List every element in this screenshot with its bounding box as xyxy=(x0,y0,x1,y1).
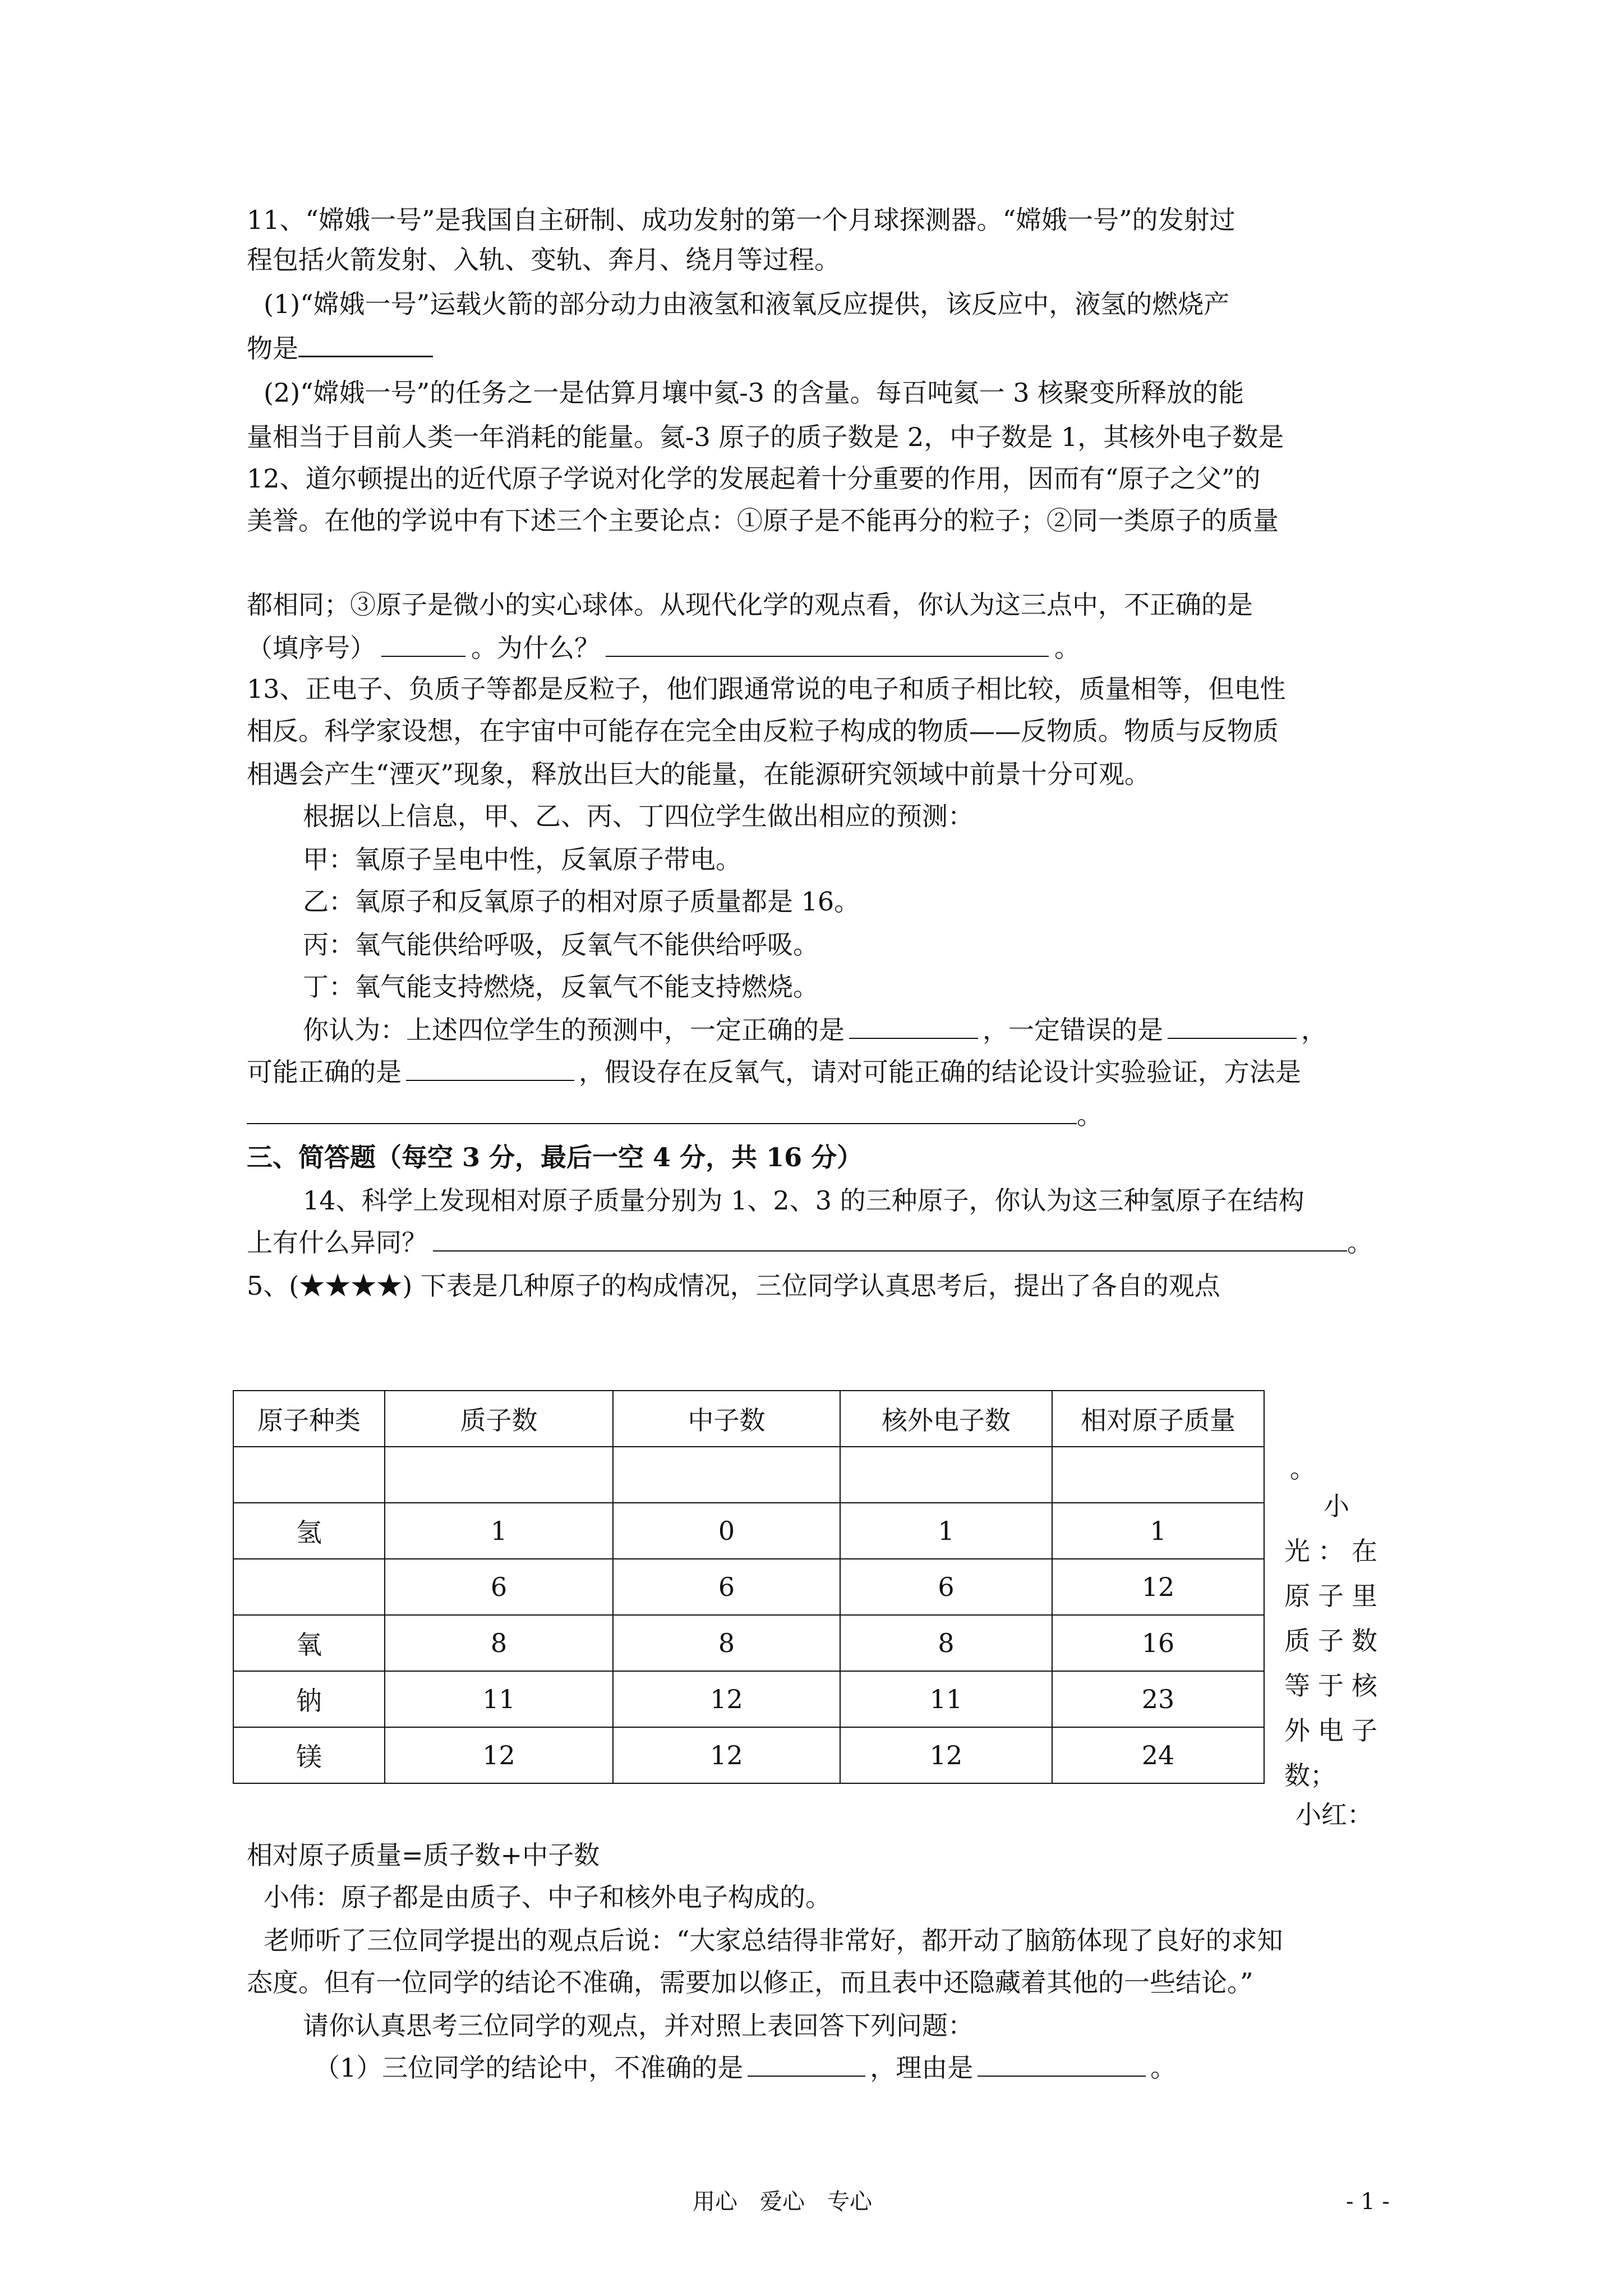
side-line-7: 数； xyxy=(1284,1760,1336,1791)
q11-part1-line-2 xyxy=(247,332,433,365)
q12-end: 。 xyxy=(1054,633,1080,663)
q14-end: 。 xyxy=(1347,1227,1373,1258)
teacher-line-2: 态度。但有一位同学的结论不准确，需要加以修正，而且表中还隐藏着其他的一些结论。” xyxy=(247,1967,1253,1998)
table-row xyxy=(233,1447,1264,1503)
q12-number-blank[interactable] xyxy=(381,633,465,657)
table-cell: 12 xyxy=(840,1727,1052,1783)
section-3-heading: 三、简答题（每空 3 分，最后一空 4 分，共 16 分） xyxy=(247,1142,863,1172)
q11-answer-blank[interactable] xyxy=(298,333,433,357)
q13-method-label: ，假设存在反氧气，请对可能正确的结论设计实验验证，方法是 xyxy=(579,1057,1301,1087)
q13-line-4: 根据以上信息，甲、乙、丙、丁四位学生做出相应的预测： xyxy=(303,801,974,831)
table-cell xyxy=(385,1447,613,1503)
table-row xyxy=(233,1615,1264,1671)
q1-reason-blank[interactable] xyxy=(978,2053,1146,2077)
q13-possible-label: 可能正确的是 xyxy=(247,1057,402,1087)
q1-reason-label: ，理由是 xyxy=(870,2053,974,2083)
q13-certain-wrong-label: ，一定错误的是 xyxy=(983,1015,1163,1045)
q13-comma: ， xyxy=(1301,1015,1327,1045)
header-neutrons: 中子数 xyxy=(613,1391,840,1447)
side-period: 。 xyxy=(1290,1453,1316,1484)
side-line-5: 等于核 xyxy=(1284,1671,1385,1701)
q13-prediction-yi: 乙：氧原子和反氧原子的相对原子质量都是 16。 xyxy=(303,886,860,917)
q13-possible-blank[interactable] xyxy=(406,1057,574,1081)
table-cell: 6 xyxy=(840,1559,1052,1615)
q11-line-1: 11、“嫦娥一号”是我国自主研制、成功发射的第一个月球探测器。“嫦娥一号”的发射过 xyxy=(247,205,1235,235)
q13-certain-right-label: 你认为：上述四位学生的预测中，一定正确的是 xyxy=(303,1015,845,1045)
table-cell: 1 xyxy=(385,1503,613,1559)
side-line-2: 光：在 xyxy=(1284,1536,1385,1566)
q12-why: 。为什么？ xyxy=(471,633,600,663)
q13-prediction-jia: 甲：氧原子呈电中性，反氧原子带电。 xyxy=(303,844,741,875)
side-line-3: 原子里 xyxy=(1284,1581,1385,1611)
table-cell: 0 xyxy=(613,1503,840,1559)
q13-prediction-ding: 丁：氧气能支持燃烧，反氧气不能支持燃烧。 xyxy=(303,972,819,1002)
page-number: - 1 - xyxy=(1346,2189,1390,2215)
q13-line-3: 相遇会产生“湮灭”现象，释放出巨大的能量，在能源研究领域中前景十分可观。 xyxy=(247,759,1151,789)
table-cell: 镁 xyxy=(233,1727,385,1783)
q11-part2-line-1: (2)“嫦娥一号”的任务之一是估算月壤中氦-3 的含量。每百吨氦一 3 核聚变所释放的能 xyxy=(264,378,1244,408)
q13-line-2: 相反。科学家设想，在宇宙中可能存在完全由反粒子构成的物质——反物质。物质与反物质 xyxy=(247,716,1279,746)
table-cell xyxy=(233,1447,385,1503)
q1-wrong-blank[interactable] xyxy=(748,2053,865,2077)
table-cell xyxy=(840,1447,1052,1503)
table-cell: 12 xyxy=(613,1727,840,1783)
q11-part1-prefix: 物是 xyxy=(247,333,298,364)
q13-method-end: 。 xyxy=(1077,1100,1103,1130)
table-cell: 12 xyxy=(385,1727,613,1783)
table-cell: 8 xyxy=(613,1615,840,1671)
q13-certain-right-blank[interactable] xyxy=(849,1015,978,1039)
table-cell: 16 xyxy=(1052,1615,1264,1671)
table-row xyxy=(233,1727,1264,1783)
q14-prompt: 上有什么异同？ xyxy=(247,1227,427,1258)
ask-line: 请你认真思考三位同学的观点，并对照上表回答下列问题： xyxy=(303,2010,974,2041)
table-cell: 8 xyxy=(385,1615,613,1671)
q13-method-blank[interactable] xyxy=(247,1101,1077,1124)
table-cell: 12 xyxy=(613,1671,840,1727)
table-cell: 6 xyxy=(613,1559,840,1615)
atom-composition-table xyxy=(233,1390,1265,1784)
table-cell xyxy=(613,1447,840,1503)
table-row xyxy=(233,1503,1264,1559)
q13-prediction-bing: 丙：氧气能供给呼吸，反氧气不能供给呼吸。 xyxy=(303,930,819,960)
q1-label: （1）三位同学的结论中，不准确的是 xyxy=(314,2053,744,2083)
q13-answer-line-3 xyxy=(247,1098,1103,1132)
table-cell xyxy=(233,1559,385,1615)
q13-line-1: 13、正电子、负质子等都是反粒子，他们跟通常说的电子和质子相比较，质量相等，但电性 xyxy=(247,674,1286,704)
side-line-4: 质子数 xyxy=(1284,1626,1385,1656)
header-relative-mass: 相对原子质量 xyxy=(1052,1391,1264,1447)
table-cell: 24 xyxy=(1052,1727,1264,1783)
footer-motto: 用心 爱心 专心 xyxy=(693,2189,872,2215)
q11-line-2: 程包括火箭发射、入轨、变轨、奔月、绕月等过程。 xyxy=(247,245,840,275)
q13-answer-line-1 xyxy=(303,1013,1327,1047)
header-protons: 质子数 xyxy=(385,1391,613,1447)
table-cell: 1 xyxy=(840,1503,1052,1559)
q12-line-2: 美誉。在他的学说中有下述三个主要论点：①原子是不能再分的粒子；②同一类原子的质量 xyxy=(247,505,1279,536)
table-cell: 6 xyxy=(385,1559,613,1615)
table-cell: 氢 xyxy=(233,1503,385,1559)
table-cell: 11 xyxy=(385,1671,613,1727)
table-row xyxy=(233,1671,1264,1727)
table-cell xyxy=(1052,1447,1264,1503)
q13-certain-wrong-blank[interactable] xyxy=(1168,1015,1297,1039)
table-header-row xyxy=(233,1391,1264,1447)
table-cell: 氧 xyxy=(233,1615,385,1671)
header-electrons: 核外电子数 xyxy=(840,1391,1052,1447)
table-cell: 23 xyxy=(1052,1671,1264,1727)
q14-answer-blank[interactable] xyxy=(433,1228,1347,1251)
teacher-line-1: 老师听了三位同学提出的观点后说：“大家总结得非常好，都开动了脑筋体现了良好的求知 xyxy=(264,1925,1283,1955)
table-row xyxy=(233,1559,1264,1615)
q12-line-1: 12、道尔顿提出的近代原子学说对化学的发展起着十分重要的作用，因而有“原子之父”的 xyxy=(247,463,1261,494)
q12-line-4 xyxy=(247,631,1080,665)
table-cell: 11 xyxy=(840,1671,1052,1727)
xiaowei-line: 小伟：原子都是由质子、中子和核外电子构成的。 xyxy=(264,1882,831,1912)
table-cell: 8 xyxy=(840,1615,1052,1671)
q12-prompt: （填序号） xyxy=(247,633,376,663)
q11-part1-line-1: (1)“嫦娥一号”运载火箭的部分动力由液氢和液氧反应提供，该反应中，液氢的燃烧产 xyxy=(264,289,1230,319)
side-line-6: 外电子 xyxy=(1284,1715,1385,1746)
header-atom-type: 原子种类 xyxy=(233,1391,385,1447)
table-cell: 1 xyxy=(1052,1503,1264,1559)
q14-line-2 xyxy=(247,1226,1373,1259)
q1-end: 。 xyxy=(1150,2053,1177,2083)
side-line-1: 小 xyxy=(1324,1491,1349,1521)
table-cell: 12 xyxy=(1052,1559,1264,1615)
table-cell: 钠 xyxy=(233,1671,385,1727)
q13-answer-line-2 xyxy=(247,1055,1301,1089)
formula-line: 相对原子质量=质子数+中子数 xyxy=(247,1840,600,1870)
q1-line xyxy=(314,2051,1176,2085)
q14-line-1: 14、科学上发现相对原子质量分别为 1、2、3 的三种原子，你认为这三种氢原子在结构 xyxy=(303,1185,1304,1216)
q11-part2-line-2: 量相当于目前人类一年消耗的能量。氦-3 原子的质子数是 2，中子数是 1，其核外电子数是 xyxy=(247,422,1284,452)
q5-line-1: 5、(★★★★) 下表是几种原子的构成情况，三位同学认真思考后，提出了各自的观点 xyxy=(247,1271,1220,1301)
q12-reason-blank[interactable] xyxy=(606,633,1049,657)
side-line-8: 小红： xyxy=(1295,1800,1373,1830)
q12-line-3: 都相同；③原子是微小的实心球体。从现代化学的观点看，你认为这三点中，不正确的是 xyxy=(247,590,1253,620)
